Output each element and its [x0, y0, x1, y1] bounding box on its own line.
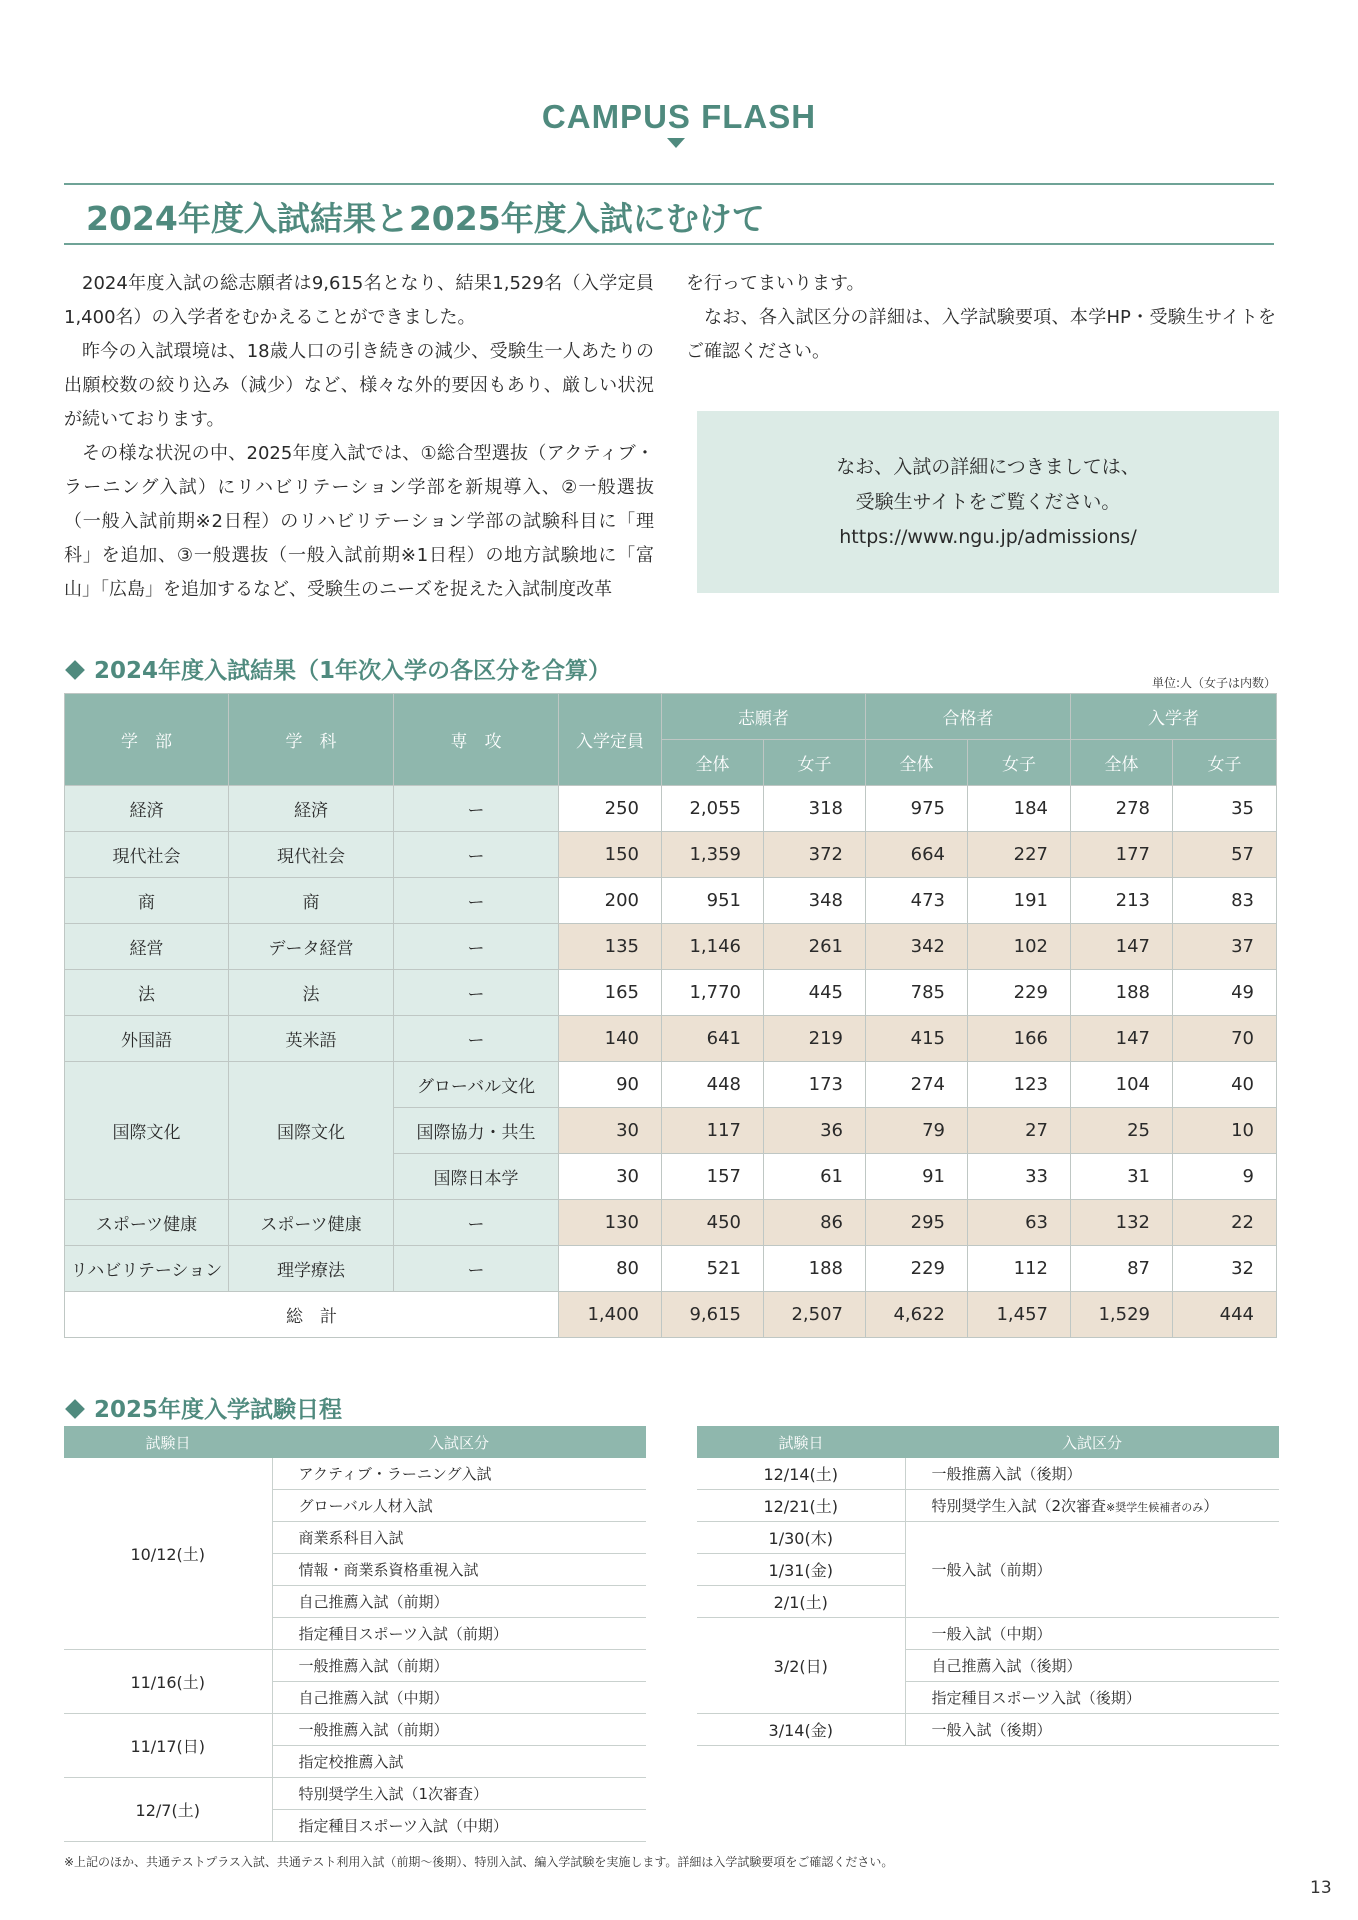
table-row [65, 970, 1277, 1016]
exam-type-note: ※奨学生候補者のみ [1106, 1501, 1204, 1514]
value-cell: 90 [559, 1062, 662, 1108]
value-cell: 200 [559, 878, 662, 924]
schedule-heading-text: 2025年度入学試験日程 [94, 1397, 343, 1423]
total-value: 1,529 [1071, 1292, 1173, 1338]
value-cell: 188 [1071, 970, 1173, 1016]
exam-date: 12/14(土) [697, 1458, 905, 1490]
total-row [65, 1292, 1277, 1338]
intro-paragraph: なお、各入試区分の詳細は、入学試験要項、本学HP・受験生サイトをご確認ください。 [686, 307, 1276, 362]
major-cell: 国際協力・共生 [394, 1108, 559, 1154]
value-cell: 83 [1173, 878, 1277, 924]
exam-date: 11/16(土) [64, 1650, 272, 1714]
schedule-heading [64, 1391, 342, 1424]
major-cell: ー [394, 1246, 559, 1292]
value-cell: 295 [866, 1200, 968, 1246]
value-cell: 91 [866, 1154, 968, 1200]
exam-date: 12/21(土) [697, 1490, 905, 1522]
value-cell: 147 [1071, 1016, 1173, 1062]
triangle-down-icon [667, 138, 685, 148]
diamond-icon [65, 660, 85, 680]
value-cell: 86 [764, 1200, 866, 1246]
exam-type: 自己推薦入試（後期） [905, 1650, 1279, 1682]
table-row [65, 1200, 1277, 1246]
intro-right-column [686, 267, 1276, 369]
exam-type: 情報・商業系資格重視入試 [272, 1554, 646, 1586]
exam-type-close: ） [1203, 1497, 1219, 1515]
value-cell: 33 [968, 1154, 1071, 1200]
faculty-cell: スポーツ健康 [65, 1200, 229, 1246]
value-cell: 191 [968, 878, 1071, 924]
schedule-row [64, 1650, 646, 1682]
intro-paragraph: 昨今の入試環境は、18歳人口の引き続きの減少、受験生一人あたりの出願校数の絞り込み（減少）など、様々な外的要因もあり、厳しい状況が続いております。 [64, 341, 654, 430]
exam-type: 商業系科目入試 [272, 1522, 646, 1554]
value-cell: 219 [764, 1016, 866, 1062]
table-row [65, 1062, 1277, 1108]
faculty-cell: 外国語 [65, 1016, 229, 1062]
value-cell: 278 [1071, 786, 1173, 832]
exam-date: 3/2(日) [697, 1618, 905, 1714]
exam-type: 自己推薦入試（中期） [272, 1682, 646, 1714]
value-cell: 415 [866, 1016, 968, 1062]
value-cell: 35 [1173, 786, 1277, 832]
schedule-table-left [64, 1426, 646, 1842]
value-cell: 450 [662, 1200, 764, 1246]
faculty-cell: リハビリテーション [65, 1246, 229, 1292]
total-value: 1,400 [559, 1292, 662, 1338]
value-cell: 104 [1071, 1062, 1173, 1108]
major-cell: ー [394, 1200, 559, 1246]
value-cell: 147 [1071, 924, 1173, 970]
faculty-cell: 法 [65, 970, 229, 1016]
major-cell: グローバル文化 [394, 1062, 559, 1108]
unit-note: 単位:人（女子は内数） [1151, 676, 1276, 690]
department-cell: 経済 [229, 786, 394, 832]
value-cell: 184 [968, 786, 1071, 832]
header-faculty: 学 部 [65, 694, 229, 786]
schedule-row [64, 1458, 646, 1490]
notice-line: なお、入試の詳細につきましては、 [836, 455, 1140, 478]
value-cell: 445 [764, 970, 866, 1016]
header-date: 試験日 [697, 1426, 905, 1458]
major-cell: ー [394, 878, 559, 924]
diamond-icon [65, 1399, 85, 1419]
schedule-row [697, 1618, 1279, 1650]
value-cell: 9 [1173, 1154, 1277, 1200]
value-cell: 57 [1173, 832, 1277, 878]
value-cell: 102 [968, 924, 1071, 970]
results-table [64, 693, 1277, 1338]
value-cell: 229 [866, 1246, 968, 1292]
value-cell: 25 [1071, 1108, 1173, 1154]
intro-left-column [64, 267, 654, 607]
total-value: 1,457 [968, 1292, 1071, 1338]
header-applicants: 志願者 [662, 694, 866, 740]
exam-type: 一般推薦入試（後期） [905, 1458, 1279, 1490]
header-female: 女子 [968, 740, 1071, 786]
value-cell: 342 [866, 924, 968, 970]
exam-type: 一般推薦入試（前期） [272, 1714, 646, 1746]
exam-date: 2/1(土) [697, 1586, 905, 1618]
value-cell: 173 [764, 1062, 866, 1108]
department-cell: 理学療法 [229, 1246, 394, 1292]
value-cell: 117 [662, 1108, 764, 1154]
value-cell: 166 [968, 1016, 1071, 1062]
value-cell: 951 [662, 878, 764, 924]
header-capacity: 入学定員 [559, 694, 662, 786]
value-cell: 1,770 [662, 970, 764, 1016]
value-cell: 348 [764, 878, 866, 924]
value-cell: 40 [1173, 1062, 1277, 1108]
department-cell: 法 [229, 970, 394, 1016]
major-cell: ー [394, 832, 559, 878]
value-cell: 130 [559, 1200, 662, 1246]
exam-type: グローバル人材入試 [272, 1490, 646, 1522]
header-type: 入試区分 [272, 1426, 646, 1458]
schedule-row [697, 1522, 1279, 1554]
exam-date: 10/12(土) [64, 1458, 272, 1650]
table-row [65, 786, 1277, 832]
value-cell: 372 [764, 832, 866, 878]
department-cell: 国際文化 [229, 1062, 394, 1200]
value-cell: 664 [866, 832, 968, 878]
value-cell: 229 [968, 970, 1071, 1016]
total-label: 総 計 [65, 1292, 559, 1338]
value-cell: 1,359 [662, 832, 764, 878]
schedule-row [64, 1714, 646, 1746]
header-type: 入試区分 [905, 1426, 1279, 1458]
value-cell: 30 [559, 1154, 662, 1200]
value-cell: 70 [1173, 1016, 1277, 1062]
total-value: 444 [1173, 1292, 1277, 1338]
notice-line: 受験生サイトをご覧ください。 [855, 490, 1121, 513]
header-passed: 合格者 [866, 694, 1071, 740]
exam-date: 1/31(金) [697, 1554, 905, 1586]
value-cell: 112 [968, 1246, 1071, 1292]
intro-paragraph: その様な状況の中、2025年度入試では、①総合型選抜（アクティブ・ラーニング入試）にリハビリテーション学部を新規導入、②一般選抜（一般入試前期※2日程）のリハビリテーション学部の試験科目に「理科」を追加、③一般選抜（一般入試前期※1日程）の地方試験地に「富山」「広島」を追加するなど、受験生のニーズを捉えた入試制度改革 [64, 443, 654, 600]
major-cell: ー [394, 786, 559, 832]
value-cell: 521 [662, 1246, 764, 1292]
department-cell: 英米語 [229, 1016, 394, 1062]
exam-type: 指定種目スポーツ入試（後期） [905, 1682, 1279, 1714]
major-cell: ー [394, 924, 559, 970]
faculty-cell: 国際文化 [65, 1062, 229, 1200]
major-cell: ー [394, 1016, 559, 1062]
value-cell: 61 [764, 1154, 866, 1200]
notice-box [697, 411, 1279, 593]
intro-paragraph: 2024年度入試の総志願者は9,615名となり、結果1,529名（入学定員1,400名）の入学者をむかえることができました。 [64, 273, 654, 328]
value-cell: 32 [1173, 1246, 1277, 1292]
exam-type: アクティブ・ラーニング入試 [272, 1458, 646, 1490]
value-cell: 27 [968, 1108, 1071, 1154]
footnote: ※上記のほか、共通テストプラス入試、共通テスト利用入試（前期〜後期）、特別入試、編入学試験を実施します。詳細は入学試験要項をご確認ください。 [64, 1855, 894, 1869]
department-cell: データ経営 [229, 924, 394, 970]
exam-date: 1/30(木) [697, 1522, 905, 1554]
value-cell: 165 [559, 970, 662, 1016]
total-value: 4,622 [866, 1292, 968, 1338]
results-heading [64, 652, 611, 685]
exam-type: 一般推薦入試（前期） [272, 1650, 646, 1682]
exam-type: 一般入試（中期） [905, 1618, 1279, 1650]
admissions-link[interactable]: https://www.ngu.jp/admissions/ [839, 525, 1137, 548]
value-cell: 641 [662, 1016, 764, 1062]
value-cell: 30 [559, 1108, 662, 1154]
value-cell: 250 [559, 786, 662, 832]
value-cell: 123 [968, 1062, 1071, 1108]
exam-date: 11/17(日) [64, 1714, 272, 1778]
exam-type [905, 1490, 1279, 1522]
major-cell: 国際日本学 [394, 1154, 559, 1200]
value-cell: 177 [1071, 832, 1173, 878]
header-total: 全体 [1071, 740, 1173, 786]
value-cell: 188 [764, 1246, 866, 1292]
value-cell: 132 [1071, 1200, 1173, 1246]
total-value: 9,615 [662, 1292, 764, 1338]
header-department: 学 科 [229, 694, 394, 786]
schedule-row [697, 1458, 1279, 1490]
title-rule-bottom [64, 243, 1274, 245]
page-title: 2024年度入試結果と2025年度入試にむけて [86, 199, 765, 238]
value-cell: 213 [1071, 878, 1173, 924]
value-cell: 10 [1173, 1108, 1277, 1154]
exam-type: 指定種目スポーツ入試（前期） [272, 1618, 646, 1650]
exam-type: 自己推薦入試（前期） [272, 1586, 646, 1618]
value-cell: 87 [1071, 1246, 1173, 1292]
exam-date: 3/14(金) [697, 1714, 905, 1746]
header-total: 全体 [662, 740, 764, 786]
value-cell: 261 [764, 924, 866, 970]
value-cell: 63 [968, 1200, 1071, 1246]
header-female: 女子 [764, 740, 866, 786]
schedule-table-right [697, 1426, 1279, 1746]
value-cell: 975 [866, 786, 968, 832]
value-cell: 318 [764, 786, 866, 832]
exam-type: 一般入試（前期） [905, 1522, 1279, 1618]
value-cell: 36 [764, 1108, 866, 1154]
value-cell: 274 [866, 1062, 968, 1108]
value-cell: 31 [1071, 1154, 1173, 1200]
value-cell: 80 [559, 1246, 662, 1292]
table-row [65, 878, 1277, 924]
value-cell: 22 [1173, 1200, 1277, 1246]
value-cell: 1,146 [662, 924, 764, 970]
value-cell: 135 [559, 924, 662, 970]
table-row [65, 1246, 1277, 1292]
results-heading-text: 2024年度入試結果（1年次入学の各区分を合算） [94, 658, 612, 684]
major-cell: ー [394, 970, 559, 1016]
exam-date: 12/7(土) [64, 1778, 272, 1842]
section-label: CAMPUS FLASH [541, 98, 817, 135]
exam-type: 指定種目スポーツ入試（中期） [272, 1810, 646, 1842]
value-cell: 448 [662, 1062, 764, 1108]
schedule-row [697, 1490, 1279, 1522]
total-value: 2,507 [764, 1292, 866, 1338]
value-cell: 79 [866, 1108, 968, 1154]
schedule-row [64, 1778, 646, 1810]
faculty-cell: 現代社会 [65, 832, 229, 878]
value-cell: 227 [968, 832, 1071, 878]
faculty-cell: 経済 [65, 786, 229, 832]
header-female: 女子 [1173, 740, 1277, 786]
value-cell: 140 [559, 1016, 662, 1062]
department-cell: 商 [229, 878, 394, 924]
exam-type: 指定校推薦入試 [272, 1746, 646, 1778]
value-cell: 473 [866, 878, 968, 924]
table-row [65, 1016, 1277, 1062]
header-date: 試験日 [64, 1426, 272, 1458]
intro-continuation: を行ってまいります。 [686, 273, 865, 294]
value-cell: 150 [559, 832, 662, 878]
department-cell: スポーツ健康 [229, 1200, 394, 1246]
exam-type-text: 特別奨学生入試（2次審査 [931, 1497, 1107, 1515]
value-cell: 2,055 [662, 786, 764, 832]
exam-type: 特別奨学生入試（1次審査） [272, 1778, 646, 1810]
header-total: 全体 [866, 740, 968, 786]
schedule-row [697, 1714, 1279, 1746]
header-enrolled: 入学者 [1071, 694, 1277, 740]
table-row [65, 832, 1277, 878]
faculty-cell: 経営 [65, 924, 229, 970]
value-cell: 785 [866, 970, 968, 1016]
faculty-cell: 商 [65, 878, 229, 924]
page-number: 13 [1310, 1878, 1332, 1898]
header-major: 専 攻 [394, 694, 559, 786]
value-cell: 157 [662, 1154, 764, 1200]
department-cell: 現代社会 [229, 832, 394, 878]
title-rule-top [64, 183, 1274, 185]
exam-type: 一般入試（後期） [905, 1714, 1279, 1746]
value-cell: 37 [1173, 924, 1277, 970]
value-cell: 49 [1173, 970, 1277, 1016]
table-row [65, 924, 1277, 970]
